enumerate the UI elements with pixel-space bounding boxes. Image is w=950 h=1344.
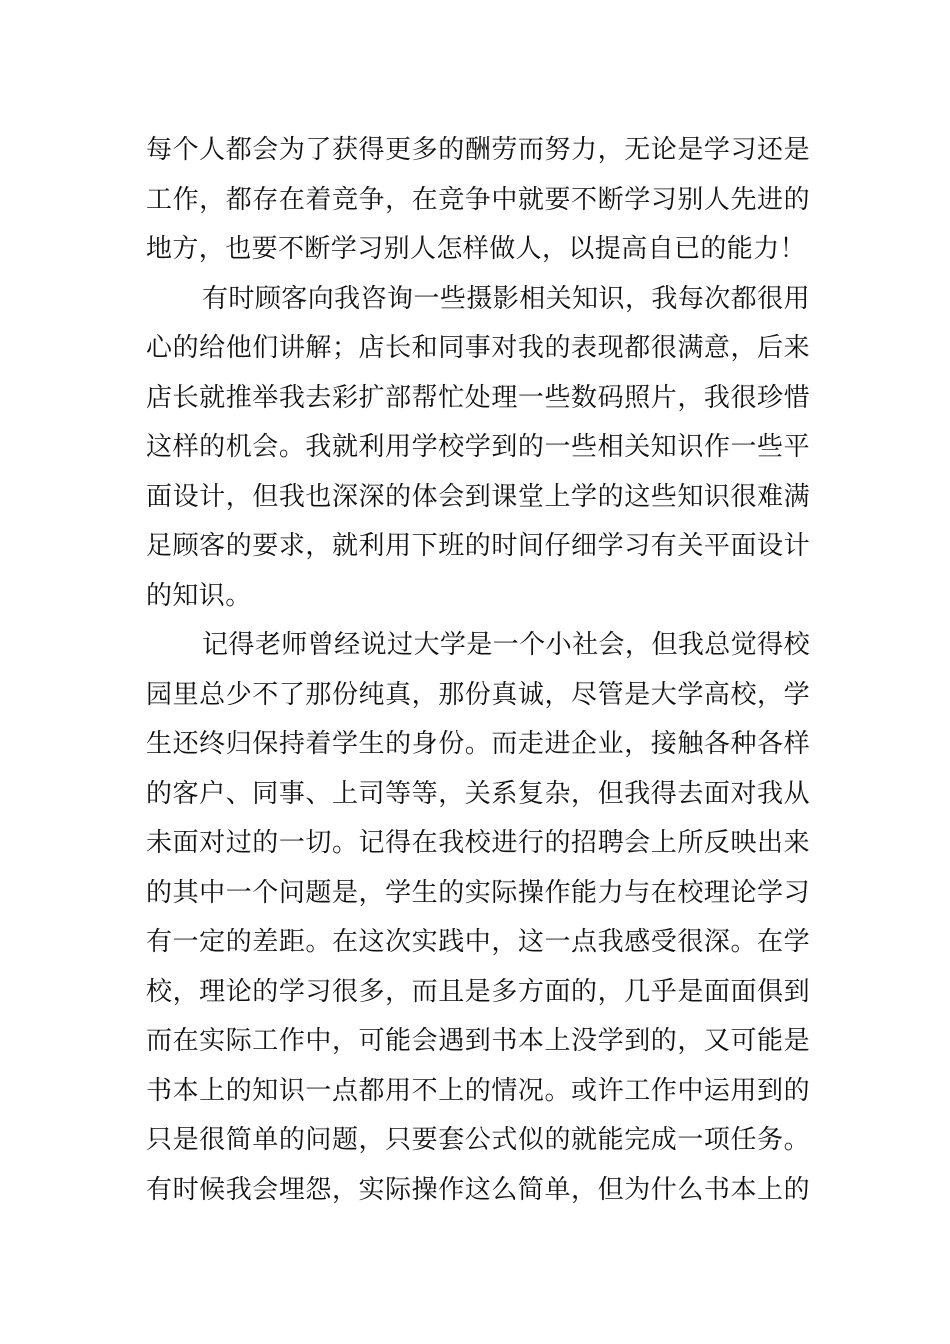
paragraph (146, 621, 810, 1215)
body-text (146, 126, 810, 1215)
text-line: 心的给他们讲解；店长和同事对我的表现都很满意，后来 (146, 333, 810, 363)
text-line: 有一定的差距。在这次实践中，这一点我感受很深。在学 (146, 927, 810, 957)
text-line: 有时顾客向我咨询一些摄影相关知识，我每次都很用 (202, 283, 810, 314)
text-line: 而在实际工作中，可能会遇到书本上没学到的，又可能是 (146, 1026, 810, 1056)
text-line: 有时候我会埋怨，实际操作这么简单，但为什么书本上的 (146, 1174, 810, 1205)
text-line: 店长就推举我去彩扩部帮忙处理一些数码照片，我很珍惜 (146, 382, 810, 413)
text-line: 的其中一个问题是，学生的实际操作能力与在校理论学习 (146, 877, 810, 908)
text-line: 工作，都存在着竞争，在竞争中就要不断学习别人先进的 (146, 184, 810, 215)
paragraph (146, 275, 810, 622)
text-line: 园里总少不了那份纯真，那份真诚，尽管是大学高校，学 (146, 679, 810, 710)
paragraph (146, 126, 810, 275)
text-line: 校，理论的学习很多，而且是多方面的，几乎是面面俱到 (146, 976, 810, 1007)
text-line: 这样的机会。我就利用学校学到的一些相关知识作一些平 (146, 432, 810, 462)
text-line: 面设计，但我也深深的体会到课堂上学的这些知识很难满 (146, 481, 810, 512)
text-line: 每个人都会为了获得更多的酬劳而努力，无论是学习还是 (146, 135, 810, 165)
text-line: 未面对过的一切。记得在我校进行的招聘会上所反映出来 (146, 828, 810, 858)
text-line: 地方，也要不断学习别人怎样做人，以提高自已的能力！ (146, 234, 807, 264)
text-line: 生还终归保持着学生的身份。而走进企业，接触各种各样 (146, 729, 810, 759)
text-line: 的知识。 (146, 580, 252, 611)
text-line: 书本上的知识一点都用不上的情况。或许工作中运用到的 (146, 1075, 810, 1106)
text-line: 记得老师曾经说过大学是一个小社会，但我总觉得校 (202, 630, 810, 660)
text-line: 只是很简单的问题，只要套公式似的就能完成一项任务。 (146, 1125, 810, 1155)
text-line: 足顾客的要求，就利用下班的时间仔细学习有关平面设计 (146, 531, 810, 561)
text-line: 的客户、同事、上司等等，关系复杂，但我得去面对我从 (146, 778, 810, 809)
